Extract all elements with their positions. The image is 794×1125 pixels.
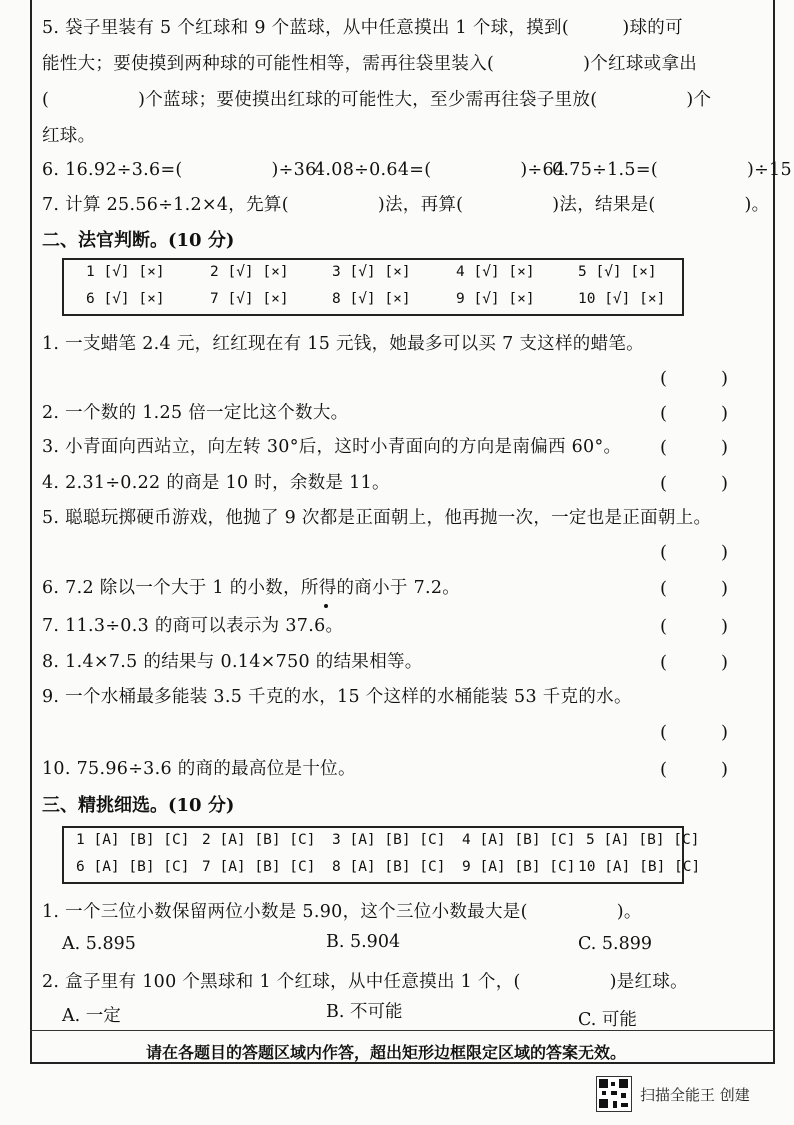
choice-question-1-option-a: A. 5.895	[62, 934, 136, 954]
judge-item-4: 4. 2.31÷0.22 的商是 10 时，余数是 11。	[42, 473, 390, 493]
question-7: 7. 计算 25.56÷1.2×4，先算( )法，再算( )法，结果是( )。	[42, 195, 770, 215]
judge-item-10: 10. 75.96÷3.6 的商的最高位是十位。	[42, 759, 356, 779]
section-2-title: 二、法官判断。(10 分)	[42, 230, 235, 251]
scanner-label: 扫描全能王 创建	[640, 1085, 750, 1104]
section-3-answer-box	[62, 826, 701, 884]
judge-item-9: 9. 一个水桶最多能装 3.5 千克的水，15 个这样的水桶能装 53 千克的水。	[42, 687, 632, 707]
judge-answer-9[interactable]: 9 [√] [×]	[456, 291, 535, 307]
section-2-answer-row-2	[64, 291, 682, 317]
choice-question-2-option-a: A. 一定	[62, 1006, 121, 1026]
judge-answer-10[interactable]: 10 [√] [×]	[578, 291, 666, 307]
judge-answer-6[interactable]: 6 [√] [×]	[86, 291, 165, 307]
choice-question-1-option-b: B. 5.904	[326, 932, 401, 952]
judge-item-7-paren: ( )	[660, 616, 729, 637]
choice-answer-3[interactable]: 3 [A] [B] [C]	[332, 832, 446, 848]
footer-divider	[30, 1030, 775, 1031]
scanner-watermark	[596, 1076, 750, 1112]
judge-item-5: 5. 聪聪玩掷硬币游戏，他抛了 9 次都是正面朝上，他再抛一次，一定也是正面朝上。	[42, 508, 712, 528]
judge-item-6: 6. 7.2 除以一个大于 1 的小数，所得的商小于 7.2。	[42, 578, 461, 598]
section-2-answer-row-1	[64, 264, 682, 290]
choice-answer-5[interactable]: 5 [A] [B] [C]	[586, 832, 700, 848]
section-2-answer-box	[62, 258, 684, 316]
judge-answer-2[interactable]: 2 [√] [×]	[210, 264, 289, 280]
choice-answer-8[interactable]: 8 [A] [B] [C]	[332, 859, 446, 875]
choice-question-2-option-c: C. 可能	[578, 1010, 637, 1030]
choice-answer-1[interactable]: 1 [A] [B] [C]	[76, 832, 190, 848]
judge-answer-4[interactable]: 4 [√] [×]	[456, 264, 535, 280]
recurring-decimal-dot	[324, 604, 328, 608]
judge-item-2-paren: ( )	[660, 403, 729, 424]
choice-answer-4[interactable]: 4 [A] [B] [C]	[462, 832, 576, 848]
judge-item-7: 7. 11.3÷0.3 的商可以表示为 37.6。	[42, 616, 344, 636]
judge-answer-8[interactable]: 8 [√] [×]	[332, 291, 411, 307]
section-3-answer-row-1	[64, 832, 700, 858]
choice-question-2: 2. 盒子里有 100 个黑球和 1 个红球，从中任意摸出 1 个，( )是红球。	[42, 972, 688, 992]
judge-item-9-paren: ( )	[660, 722, 729, 743]
judge-item-8: 8. 1.4×7.5 的结果与 0.14×750 的结果相等。	[42, 652, 423, 672]
judge-item-1: 1. 一支蜡笔 2.4 元，红红现在有 15 元钱，她最多可以买 7 支这样的蜡笔。	[42, 334, 644, 354]
judge-item-6-paren: ( )	[660, 578, 729, 599]
judge-item-10-paren: ( )	[660, 759, 729, 780]
choice-question-1-option-c: C. 5.899	[578, 934, 652, 954]
question-6-part-1: 6. 16.92÷3.6=( )÷36	[42, 160, 317, 180]
judge-item-1-paren: ( )	[660, 368, 729, 389]
judge-item-8-paren: ( )	[660, 652, 729, 673]
question-5-line-4: 红球。	[42, 126, 96, 146]
section-3-answer-row-2	[64, 859, 701, 885]
question-6-part-3: 0.75÷1.5=( )÷15	[552, 160, 792, 180]
judge-item-3: 3. 小青面向西站立，向左转 30°后，这时小青面向的方向是南偏西 60°。	[42, 437, 622, 457]
question-6-part-2: 4.08÷0.64=( )÷64	[314, 160, 566, 180]
choice-answer-10[interactable]: 10 [A] [B] [C]	[578, 859, 701, 875]
choice-question-2-option-b: B. 不可能	[326, 1002, 403, 1022]
judge-item-2: 2. 一个数的 1.25 倍一定比这个数大。	[42, 403, 349, 423]
question-5-line-2: 能性大；要使摸到两种球的可能性相等，需再往袋里装入( )个红球或拿出	[42, 54, 698, 74]
choice-answer-7[interactable]: 7 [A] [B] [C]	[202, 859, 316, 875]
choice-answer-9[interactable]: 9 [A] [B] [C]	[462, 859, 576, 875]
judge-item-3-paren: ( )	[660, 437, 729, 458]
question-5-line-1: 5. 袋子里装有 5 个红球和 9 个蓝球，从中任意摸出 1 个球，摸到( )球的可	[42, 18, 683, 38]
footer-notice: 请在各题目的答题区域内作答，超出矩形边框限定区域的答案无效。	[146, 1043, 627, 1062]
judge-item-4-paren: ( )	[660, 473, 729, 494]
judge-answer-7[interactable]: 7 [√] [×]	[210, 291, 289, 307]
judge-answer-1[interactable]: 1 [√] [×]	[86, 264, 165, 280]
choice-answer-6[interactable]: 6 [A] [B] [C]	[76, 859, 190, 875]
choice-question-1: 1. 一个三位小数保留两位小数是 5.90，这个三位小数最大是( )。	[42, 902, 642, 922]
judge-answer-3[interactable]: 3 [√] [×]	[332, 264, 411, 280]
qr-code-icon	[596, 1076, 632, 1112]
section-3-title: 三、精挑细选。(10 分)	[42, 795, 235, 816]
judge-item-5-paren: ( )	[660, 542, 729, 563]
judge-answer-5[interactable]: 5 [√] [×]	[578, 264, 657, 280]
question-5-line-3: ( )个蓝球；要使摸出红球的可能性大，至少需再往袋子里放( )个	[42, 90, 712, 110]
choice-answer-2[interactable]: 2 [A] [B] [C]	[202, 832, 316, 848]
